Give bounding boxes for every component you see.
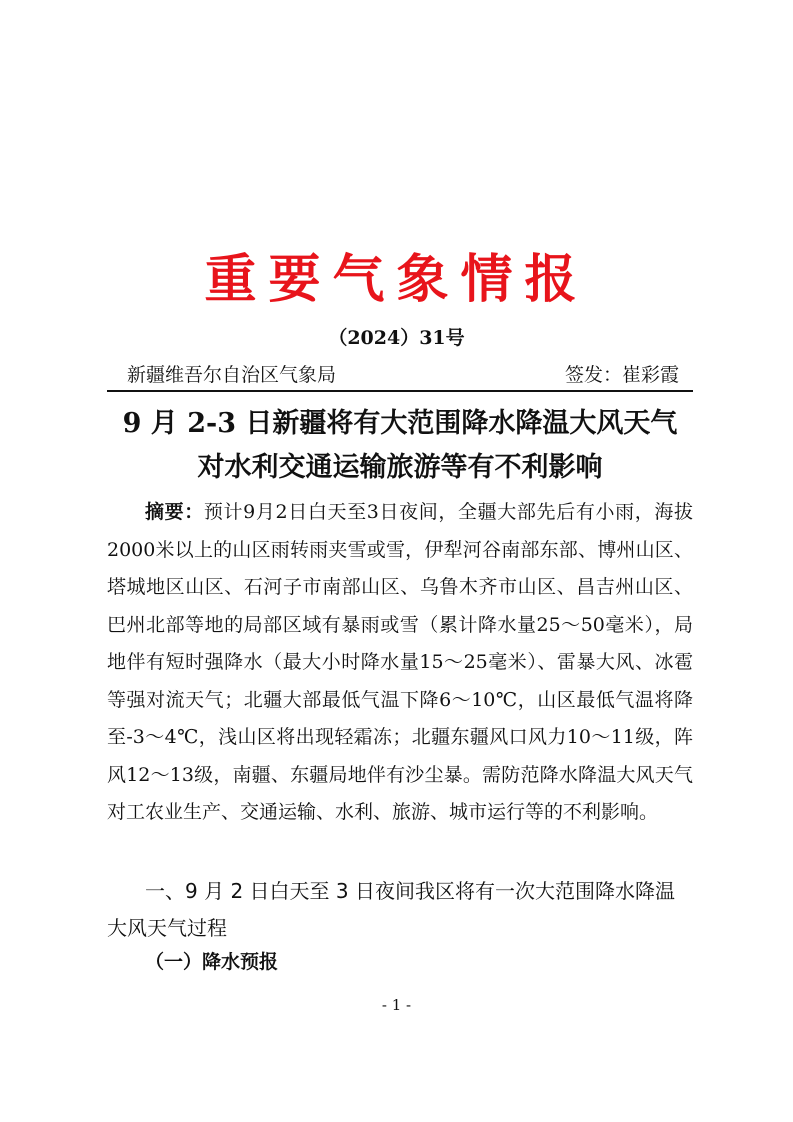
issuer-signer-row [107,360,693,392]
issuing-organization: 新疆维吾尔自治区气象局 [127,364,337,386]
headline-line-1: 9 月 2-3 日新疆将有大范围降水降温大风天气 [122,408,678,439]
abstract-text: 预计9月2日白天至3日夜间，全疆大部先后有小雨，海拔2000米以上的山区雨转雨夹雪或雪，伊犁河谷南部东部、博州山区、塔城地区山区、石河子市南部山区、乌鲁木齐市山区、昌吉州山区、巴州北部等地的局部区域有暴雨或雪（累计降水量25～50毫米），局地伴有短时强降水（最大小时降水量15～25毫米）、雷暴大风、冰雹等强对流天气；北疆大部最低气温下降6～10℃，山区最低气温将降至-3～4℃，浅山区将出现轻霜冻；北疆东疆风口风力10～11级，阵风12～13级，南疆、东疆局地伴有沙尘暴。需防范降水降温大风天气对工农业生产、交通运输、水利、旅游、城市运行等的不利影响。 [107,501,693,823]
abstract-label: 摘要： [145,501,204,523]
abstract-paragraph [107,494,693,832]
section-heading-1: 一、9 月 2 日白天至 3 日夜间我区将有一次大范围降水降温大风天气过程 [107,879,675,940]
page-number: - 1 - [381,996,412,1014]
headline [100,402,700,490]
signer: 签发：崔彩霞 [564,364,679,386]
headline-line-2: 对水利交通运输旅游等有不利影响 [197,452,603,483]
subsection-heading-1: （一）降水预报 [145,951,279,973]
issue-number: （2024）31号 [328,327,465,349]
masthead-title: 重要气象情报 [204,249,589,310]
